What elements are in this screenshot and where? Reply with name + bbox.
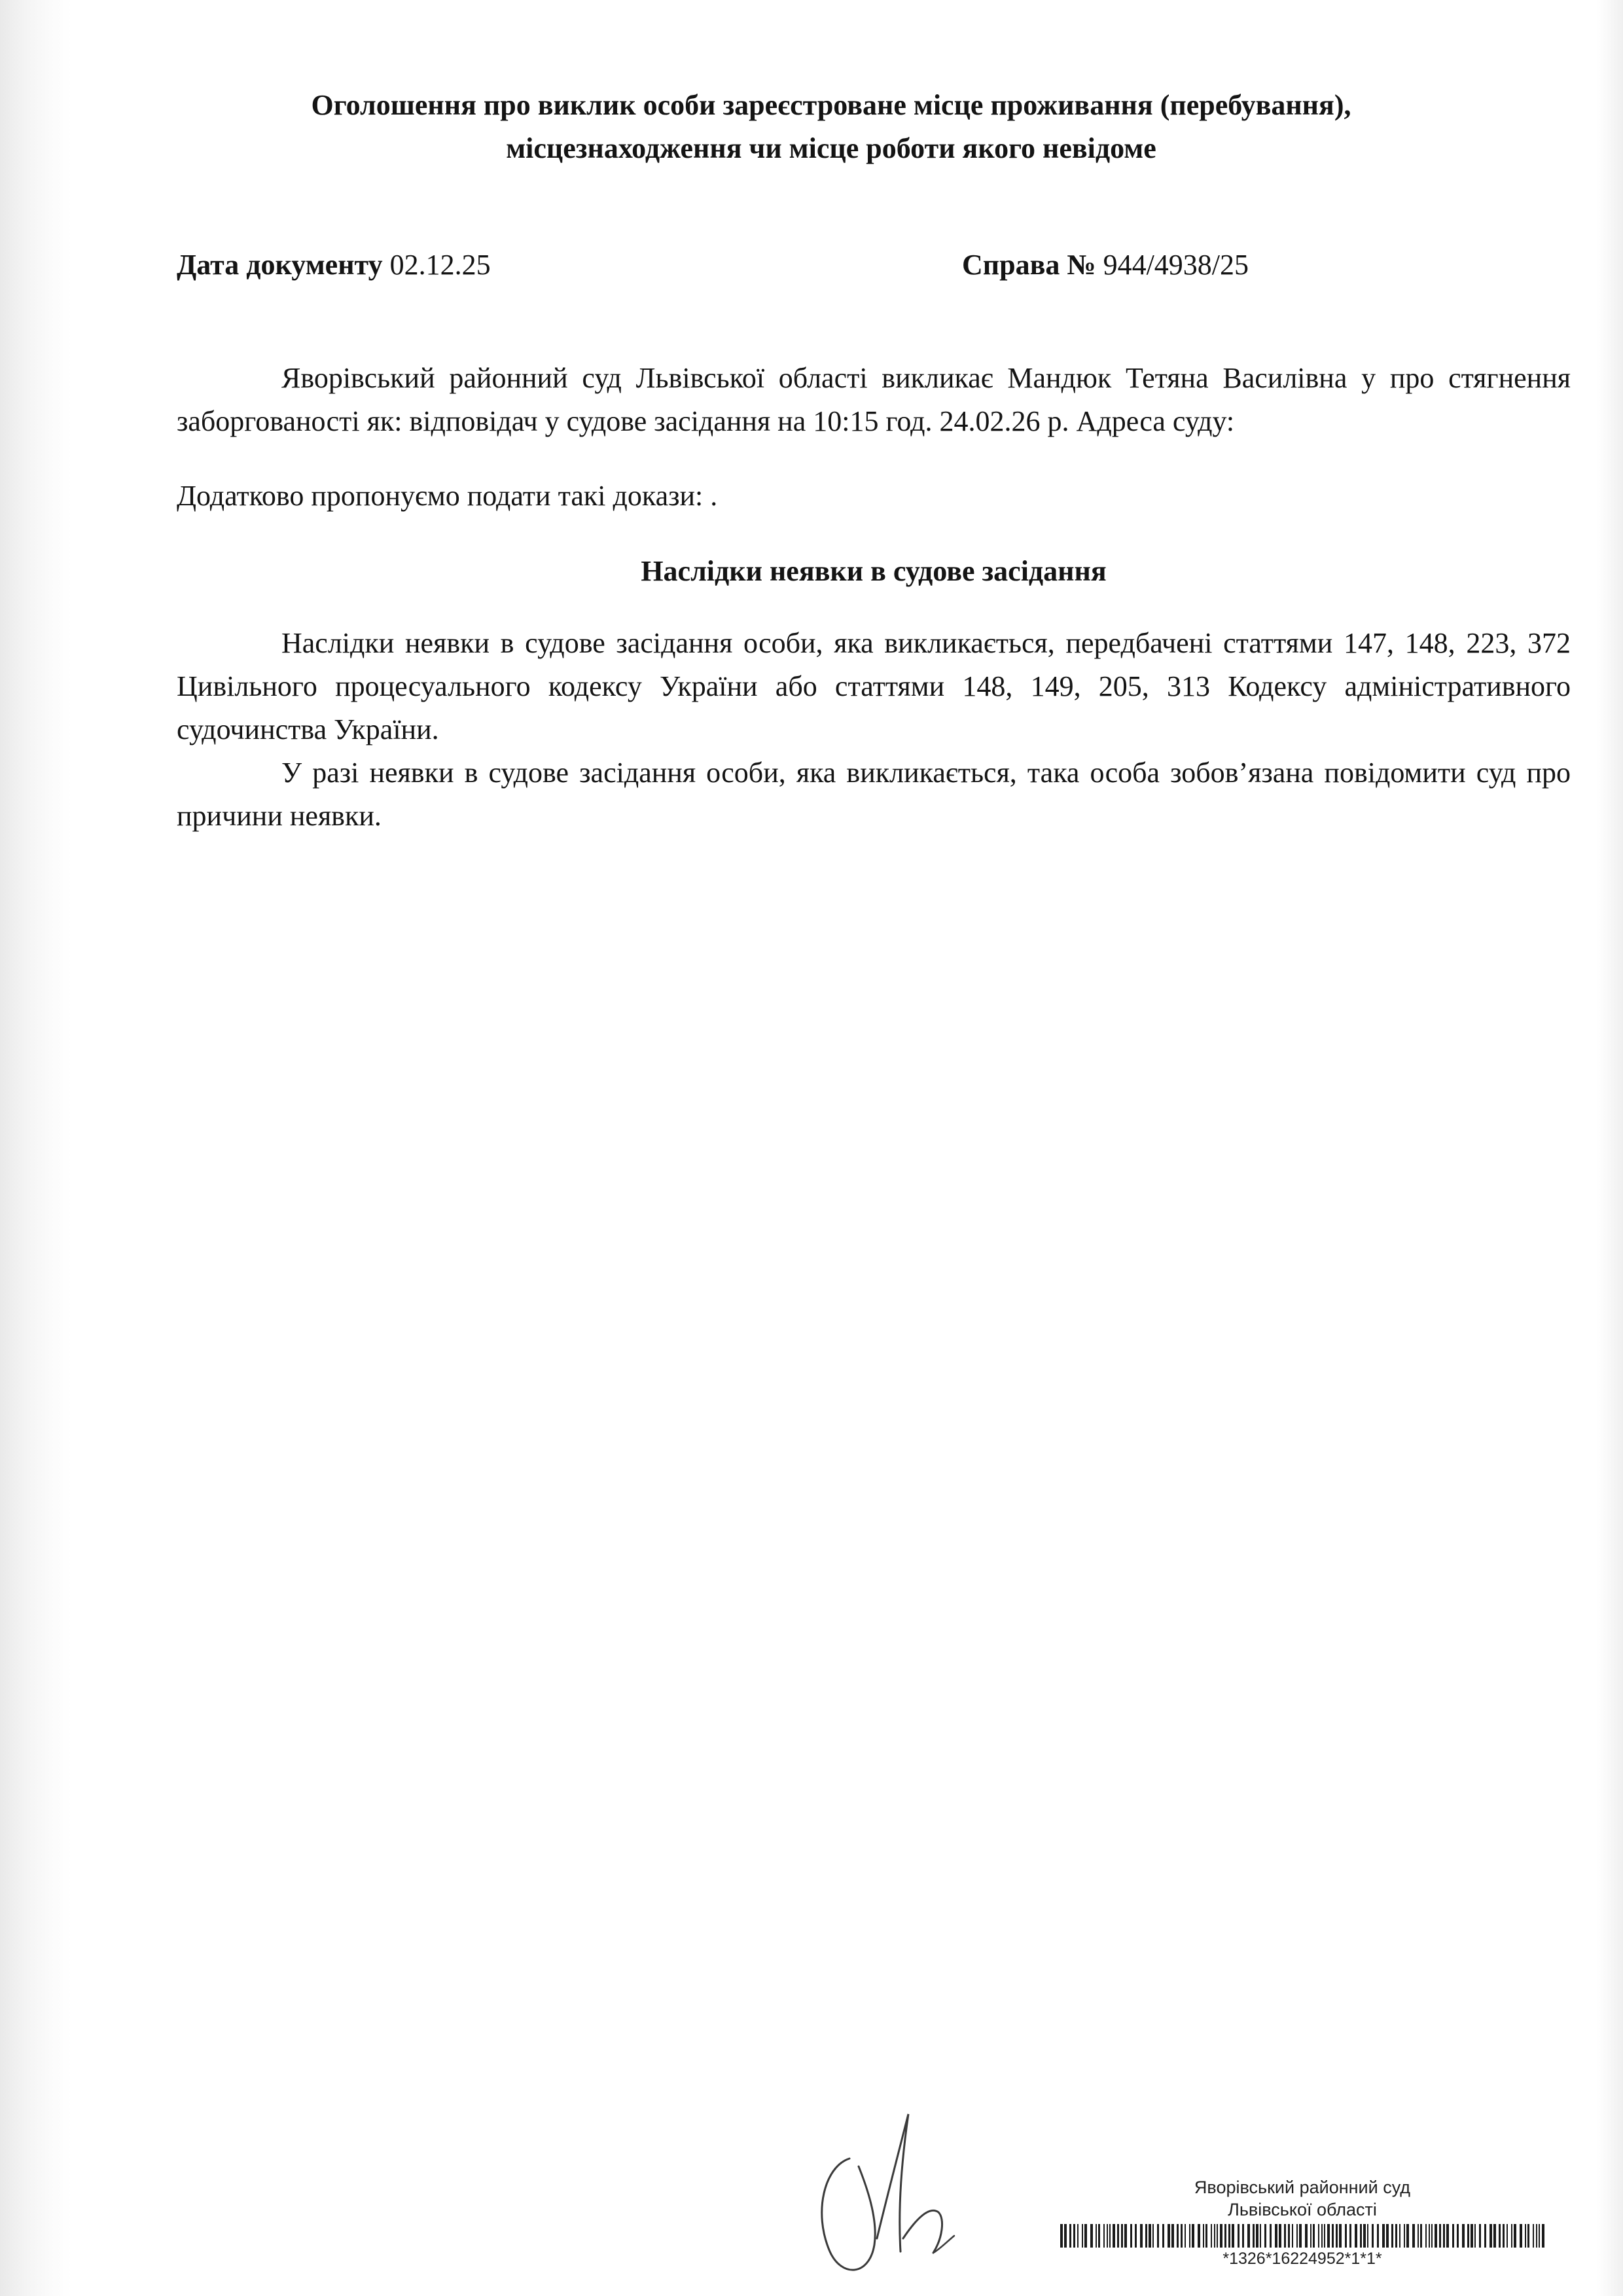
document-date [177,243,491,287]
document-meta [177,243,1571,287]
barcode-number: *1326*16224952*1*1* [1222,2250,1382,2268]
barcode [1060,2224,1544,2248]
court-stamp [1041,2177,1564,2295]
consequences-body [177,622,1571,838]
summons-paragraph [177,357,1571,443]
summons-text: Яворівський районний суд Львівської області викликає Мандюк Тетяна Василівна у про стягнення заборгованості як: відповідач у судове засідання на 10:15 год. 24.02.26 р. Адреса суду: [177,362,1571,437]
case-value: 944/4938/25 [1103,249,1249,281]
title-line-1: Оголошення про виклик особи зареєстроване місце проживання (перебування), [311,89,1351,121]
consequences-heading: Наслідки неявки в судове засідання [641,555,1107,587]
date-value: 02.12.25 [389,249,491,281]
consequences-paragraph-1: Наслідки неявки в судове засідання особи, яка викликається, передбачені статтями 147, 148, 223, 372 Цивільного процесуального кодексу України або статтями 148, 149, 205, 313 Кодексу адміністративного судочинства України. [177,627,1571,745]
consequences-paragraph-2: У разі неявки в судове засідання особи, яка викликається, така особа зобов’язана повідомити суд про причини неявки. [177,757,1571,832]
handwritten-signature [798,2088,1008,2284]
title-line-2: місцезнаходження чи місце роботи якого невідоме [506,132,1156,164]
scan-right-edge [1597,0,1623,2296]
case-label: Справа № [962,249,1096,281]
stamp-region: Львівської області [1228,2200,1377,2219]
evidence-request: Додатково пропонуємо подати такі докази: . [177,480,718,512]
document-title [177,84,1486,170]
date-label: Дата документу [177,249,383,281]
case-number [962,243,1249,287]
scan-left-edge [0,0,72,2296]
stamp-court-name: Яворівський районний суд [1194,2178,1411,2197]
